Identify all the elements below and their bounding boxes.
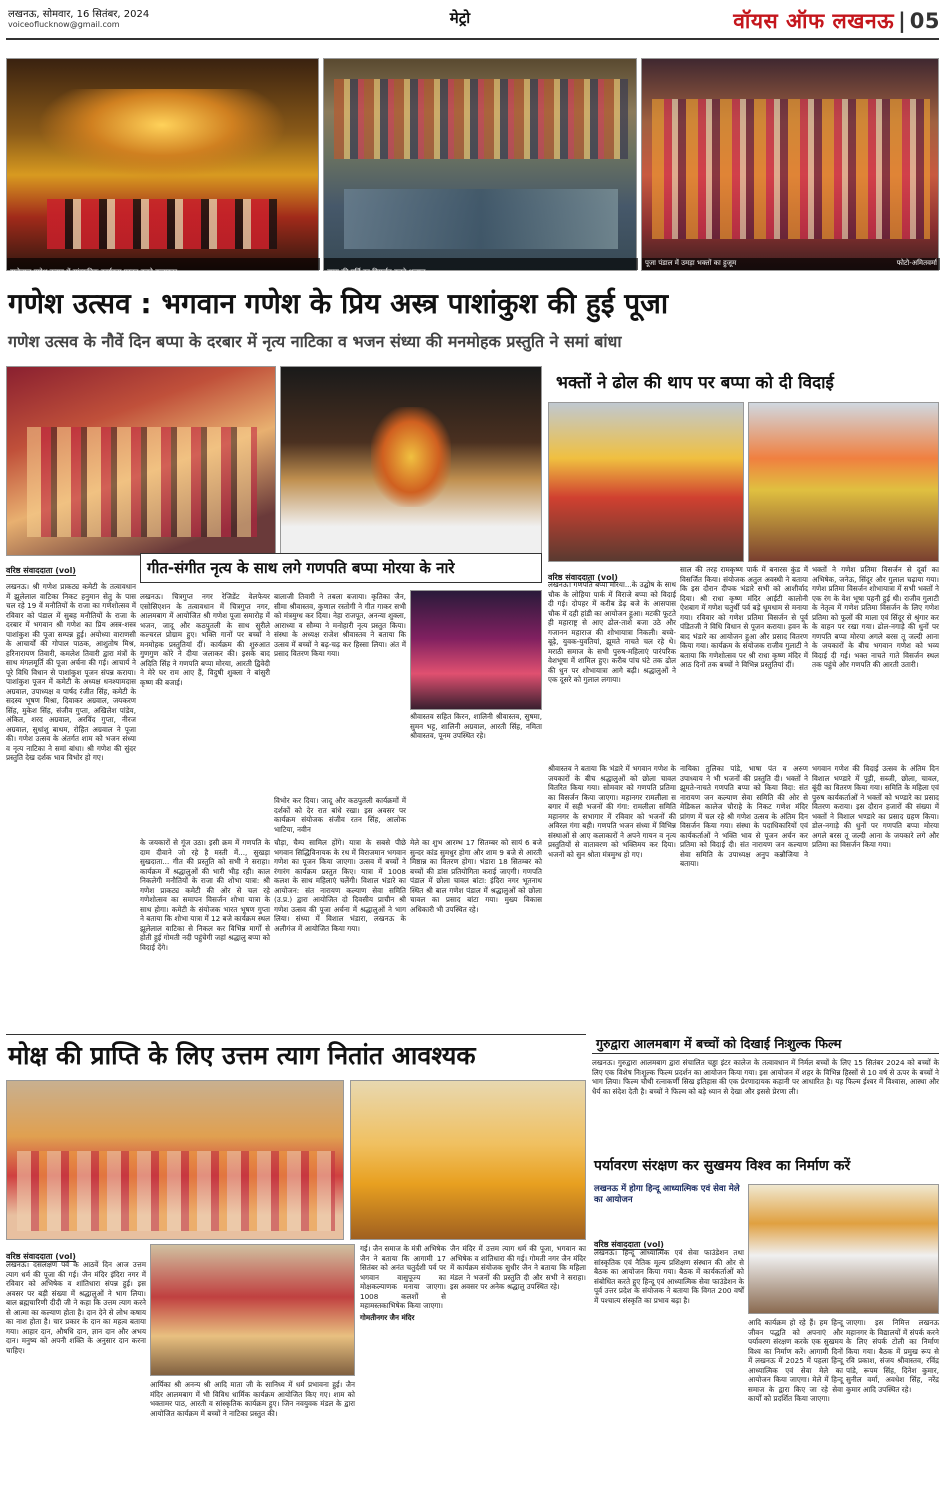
caption-bar (324, 258, 638, 276)
photo-visarjan-1 (548, 402, 744, 562)
caption-bar (7, 258, 320, 276)
photo-abhishek (350, 1080, 586, 1240)
paragraph: लखनऊ। चित्रगुप्त नगर रेजिडेंट वेलफेयर एसोसिएशन के तत्वावधान में चित्रगुप्त नगर, आलमबाग में आयोजित श्री गणेश पूजा समारोह में भजन, जादू और कठपुतली के साथ सुरीले कल्चरल प्रोग्राम हुए। भक्ति गानों पर बच्चों ने मनमोहक प्रस्तुतियां दीं। कार्यक्रम की शुरुआत गुणगुण कोरे ने दीया जलाकर की। इसके बाद अदिति सिंह ने गणपति बप्पा मोरया, आरती द्विवेदी ने मेरे घर राम आए हैं, विदुषी शुक्ला ने बांसुरी कृष्ण की बजाई। (140, 592, 270, 687)
byline: वरिष्ठ संवाददाता (vol) (594, 1240, 664, 1249)
brand-divider: | (898, 9, 906, 33)
byline-wrap (6, 558, 126, 575)
visarjan-headline: भक्तों ने ढोल की थाप पर बप्पा को दी विदाई (556, 373, 834, 393)
paragraph: लखनऊ। दसलक्षण पर्व के आठवें दिन आज उत्तम त्याग धर्म की पूजा की गई। जैन मंदिर इंदिरा नगर में रविवार को अभिषेक व शांतिधारा संपन्न हुई। इस अवसर पर बड़ी संख्या में श्रद्धालुओं ने भाग लिया। बाल ब्रह्मचारिणी दीदी जी ने कहा कि उत्तम त्याग करने से आत्मा का कल्याण होता है। दान देने से लोभ कषाय का नाश होता है। चार प्रकार के दान का महत्व बताया गया। आहार दान, औषधि दान, ज्ञान दान और अभय दान। मनुष्य को अपनी शक्ति के अनुसार दान करना चाहिए। (6, 1260, 146, 1355)
main-col-5 (410, 712, 542, 834)
photo-cultural-program (6, 58, 319, 276)
photo-devotees-crowd (641, 58, 939, 271)
photo-immersion (323, 58, 637, 276)
box-col-2 (274, 592, 406, 792)
box-col-3 (274, 796, 406, 834)
caption-bar (642, 258, 940, 270)
visarjan-col-3 (812, 565, 939, 760)
main-col-3 (274, 838, 406, 1030)
paragraph: बालाजी तिवारी ने तबला बजाया। कृतिका जैन, सीमा श्रीवास्तव, कुणाल रस्तोगी ने गीत गाकर सभी को मंत्रमुग्ध कर दिया। नेहा राजपूत, अनन्या शुक्ला, आराध्या व सौम्या ने मनोहारी नृत्य प्रस्तुत किया। संस्था के अध्यक्ष राजेश श्रीवास्तव ने बताया कि उत्सव में बच्चों ने बढ़-चढ़ कर हिस्सा लिया। अंत में प्रसाद वितरण किया गया। (274, 592, 406, 658)
main-col-1 (6, 582, 136, 1030)
paragraph: गई। जैन समाज के मंत्री अभिषेक जैन ने बताया कि आगामी 17 सितंबर को अनंत चतुर्दशी पर्व पर भगवान वासुपूज्य का मोक्षकल्याणक मनाया जाएगा। 1008 कलशों से महामस्तकाभिषेक किया जाएगा। (360, 1244, 446, 1310)
paragraph: के जयकारों से गूंज उठा। इसी क्रम में गणपति के दाम दीवाने जो रहे है मस्ती में..., सुखड़ा सुखदाता... गीत की प्रस्तुति को सभी ने सराहा। कार्यक्रम में श्रद्धालुओं की भारी भीड़ रही। काल निकलेगी मनौतियों के राजा की शोभा यात्रा: श्री गणेश प्राकट्य कमेटी की ओर से चल रहे गणेशोत्सव का समापन विसर्जन शोभा यात्रा के साथ होगा। कमेटी के संयोजक भारत भूषण गुप्ता ने बताया कि शोभा यात्रा में 12 बजे कार्यक्रम स्थल झूलेलाल वाटिका से निकल कर विभिन्न मार्गों से होती हुई गोमती नदी पहुंचेगी जहां श्रद्धालु बप्पा को विदाई देंगे। (140, 838, 270, 952)
environment-col-2 (748, 1318, 843, 1494)
byline-wrap (594, 1232, 744, 1249)
photo-jain-puja (6, 1080, 344, 1240)
paragraph: चौड़ा, चैम्प सामिल होंगे। यात्रा के सबसे पीछे भगवान सिद्धिविनायक के रथ में विराजमान भगवान गणेश का पूजन किया जाएगा। उत्सव में बच्चों ने रंगारंग कार्यक्रम प्रस्तुत किए। यात्रा में 1008 कलश के साथ महिलाएं चलेंगी। विशाल भंडारे का आयोजन: संत नारायण कल्याण सेवा समिति (उ.प्र.) द्वारा आयोजित दो दिवसीय प्राचीन श्री गणेश उत्सव की पूजा अर्चना में श्रद्धालुओं ने भाग लिया। संध्या में विशाल भंडारा, लखनऊ के अलीगंज में आयोजित किया गया। (274, 838, 406, 933)
photo-jain-mandir (150, 1244, 355, 1376)
byline: वरिष्ठ संवाददाता (vol) (548, 573, 618, 582)
byline-wrap (548, 565, 678, 582)
visarjan-col-1 (548, 580, 676, 760)
dateline: लखनऊ, सोमवार, 16 सितंबर, 2024 (8, 9, 150, 20)
main-col-4 (410, 838, 542, 1030)
paragraph: लखनऊ। गुरुद्वारा आलमबाग द्वारा संचालित चड्ढा इंटर कालेज के तत्वावधान में निर्मल बच्चों के लिए 15 सितंबर 2024 को बच्चों के लिए एक विशेष निःशुल्क फिल्म प्रदर्शन का आयोजन किया गया। इस आयोजन में शहर के विभिन्न हिस्सों से 10 वर्ष से ऊपर के बच्चों ने भाग लिया। फिल्म चौथी रत्नाकर्णी सिख इतिहास की एक प्रेरणादायक कहानी पर आधारित है। यह फिल्म ईश्वर में विश्वास, आस्था और धैर्य का संदेश देती है। बच्चों ने फिल्म को बड़े ध्यान से देखा और इससे प्रेरणा ली। (592, 1058, 939, 1096)
paragraph: आदि कार्यक्रम हो रहे हैं। हम हिन्दू जीवन पद्धति को अपनाएं और पर्यावरण संरक्षण करके एक सुखमय विश्व का निर्माण करें। आगामी दिनों में लखनऊ में 2025 में पहला हिन्दू आध्यात्मिक एवं सेवा मेले का आयोजन किया जाएगा। मेले में हिन्दू समाज के द्वारा किए जा रहे सेवा कार्यों को प्रदर्शित किया जाएगा। (748, 1318, 843, 1403)
devotees (17, 1151, 335, 1231)
photo-pooja (6, 366, 276, 556)
environment-headline: पर्यावरण संरक्षण कर सुखमय विश्व का निर्माण करें (594, 1158, 851, 1174)
paragraph: लखनऊ। हिन्दू आध्यात्मिक एवं सेवा फाउंडेशन तथा सांस्कृतिक एवं नैतिक मूल्य प्रशिक्षण संस्थान की ओर से बैठक का आयोजन किया गया। बैठक में कार्यकर्ताओं को संबोधित करते हुए हिन्दू एवं आध्यात्मिक सेवा फाउंडेशन के पूर्व उत्तर प्रदेश के संयोजक ने बताया कि विगत 200 वर्षों में पश्चात्य संस्कृति का प्रभाव बढ़ा है। (594, 1248, 744, 1305)
section-label: मेट्रो (449, 9, 471, 27)
main-col-2 (140, 838, 270, 1030)
paragraph: श्रीवास्तव सहित किरन, शालिनी श्रीवास्तव, सुषमा, सुमन भट्ट, शालिनी अग्रवाल, आरती सिंह, नमिता श्रीवास्तव, पूनम उपस्थित रहे। (410, 712, 542, 740)
dancers (47, 199, 277, 249)
paragraph: मेले का शुभ आरम्भ 17 सितम्बर को सायं 6 बजे सुन्दर कांड सुमधुर होगा और शाम 9 बजे से आरती मिष्ठान्न का वितरण होगा। भंडारा 18 सितम्बर को बच्चों की डांस प्रतियोगिता कराई जाएगी। गणपति पंडाल में छोला चावल बांटा: इंदिरा नगर भूतनाथ स्थित श्री बाल गणेश पंडाल में श्रद्धालुओं को छोला चावल का प्रसाद बांटा गया। मुख्य विकास अधिकारी भी उपस्थित रहे। (410, 838, 542, 914)
gurdwara-body (592, 1058, 939, 1148)
main-headline: गणेश उत्सव : भगवान गणेश के प्रिय अस्त्र पाशांकुश की हुई पूजा (8, 287, 669, 320)
photo-dance (410, 590, 542, 710)
visarjan-headline-wrap (548, 366, 939, 400)
paragraph: जैन मंदिर में उत्तम त्याग धर्म की पूजा, भगवान का अभिषेक व शांतिधारा की गई। गोमती नगर जैन मंदिर में कार्यक्रम संयोजक सुधीर जैन ने बताया कि महिला मंडल ने भजनों की प्रस्तुति दी और सभी ने सराहा। इस अवसर पर अनेक श्रद्धालु उपस्थित रहे। (450, 1244, 586, 1291)
paragraph: जाएगा। इस निमित्त लखनऊ महानगर के विद्यालयों में संपर्क करने के लिए संपर्क टोली का निर्माण किया गया। बैठक में प्रमुख रूप से रवि प्रकाश, संजय श्रीवास्तव, रविंद्र पांडे, रूपम सिंह, दिनेश कुमार, सुनील वर्मा, अवधेश सिंह, नरेंद्र कुमार आदि उपस्थित रहे। (846, 1318, 939, 1394)
paragraph: लखनऊ। श्री गणेश प्राकट्य कमेटी के तत्वावधान में झूलेलाल वाटिका निकट हनुमान सेतु के पास चल रहे 19 वें मनौतियों के राजा का गणेशोत्सव में रविवार को पंडाल में सुबह मनौतियों के राजा के दरबार में भगवान श्री गणेश का प्रिय अस्त्र-शस्त्र पाशांकुश की पूजा सम्पन्न हुई। अयोध्या वाराणसी के आचार्यों की गोपाल पाठक, आशुतोष मिश्र, हरिनारायण तिवारी, कमलेश तिवारी द्वारा मंत्रों के साथ मंगलमूर्ति की पूजा अर्चना की गई। आचार्य ने पूरे विधि विधान से पाशांकुश पूजन संपन्न कराया। पाशांकुश पूजन में कमेटी के अध्यक्ष धनश्यामदास अग्रवाल, उपाध्यक्ष व पार्षद रंजीत सिंह, कमेटी के सदस्य भूषण मिश्रा, दिवाकर अग्रवाल, जयकरण सिंह, मुकेश सिंह, संजीव गुप्ता, अखिलेश पांडेय, अंकित, शरद अग्रवाल, अरविंद गुप्ता, नीरज अग्रवाल, सुधांशु बाथम, रोहित अग्रवाल ने पूजा की। गणेश उत्सव के अंतर्गत शाम को भजन संध्या व नृत्य नाटिका ने समां बांधा। श्री गणेश की सुंदर प्रस्तुति देख दर्शक भाव विभोर हो गए। (6, 582, 136, 762)
paragraph: विभोर कर दिया। जादू और कठपुतली कार्यक्रमों में दर्शकों को देर रात बांधे रखा। इस अवसर पर कार्यक्रम संयोजक संजीव रतन सिंह, आलोक भाटिया, नवीन (274, 796, 406, 834)
box-headline: गीत-संगीत नृत्य के साथ लगे गणपति बप्पा मोरया के नारे (147, 559, 455, 577)
visarjan-bottom-col-1 (548, 764, 676, 1030)
photo-visarjan-2 (748, 402, 939, 562)
visarjan-bottom-col-3 (812, 764, 939, 1030)
photo-meeting (748, 1184, 939, 1314)
subhead: गोमतीनगर जैन मंदिर (360, 1312, 415, 1322)
box-headline-wrap (140, 553, 542, 583)
moksha-col-4 (450, 1244, 586, 1494)
photo-caption: झूलेलाल गणेश उत्सव में सांस्कृतिक कार्यक्रम प्रस्तुत करते कलाकार (10, 268, 178, 276)
box-col-1 (140, 592, 270, 792)
gurdwara-headline: गुरुद्वारा आलमबाग में बच्चों को दिखाई निःशुल्क फिल्म (596, 1036, 842, 1051)
paragraph: श्रीवास्तव ने बताया कि भंडारे में भगवान गणेश के जयकारों के बीच श्रद्धालुओं को छोला चावल वितरित किया गया। सोमवार को गणपति प्रतिमा का विसर्जन किया जाएगा। महानगर रामलीला स बगार में सही भजनों की गंगा: रामलीला समिति महानगर के सभागार में रविवार को भजनों की अविरल गंगा बही। गणपति भजन संध्या में विभिन्न संस्थाओं से आए कलाकारों ने अपने गायन व नृत्य प्रस्तुतियों से वातावरण को भक्तिमय कर दिया। भजनों को सुन श्रोता मंत्रमुग्ध हो गए। (548, 764, 676, 859)
photo-caption: पूजा पंडाल में उमड़ा भक्तों का हुजूम (645, 259, 737, 267)
byline-wrap (6, 1244, 136, 1261)
byline: वरिष्ठ संवाददाता (vol) (6, 1252, 76, 1261)
photo-aarti (280, 366, 542, 556)
paragraph: आर्यिका श्री अनन्य श्री आदि माता जी के सानिध्य में धर्म प्रभावना हुई। जैन मंदिर आलमबाग में भी विविध धार्मिक कार्यक्रम आयोजित किए गए। शाम को भक्तामर पाठ, आरती व सांस्कृतिक कार्यक्रम हुए। जिन नवयुवक मंडल के द्वारा आयोजित कार्यक्रम में बच्चों ने नाटिका प्रस्तुत की। (150, 1380, 355, 1418)
environment-col-1 (594, 1248, 744, 1494)
paragraph: भक्तों ने गणेश प्रतिमा विसर्जन से दूर्वा का अभिषेक, जनेऊ, सिंदूर और गुलाल चढ़ाया गया। गणेश प्रतिमा विसर्जन शोभायात्रा में सभी भक्तों ने एक रंग के वेश भूषा पहनी हुई थी। राजीव गुलाटी के नेतृत्व में गणेश प्रतिमा विसर्जन के लिए गणेश प्रतिमा को फूलों की माला एवं सिंदूर से श्रृंगार कर के वाहन पर रखा गया। ढोल-नगाड़े की धुनों पर गणपति बप्पा मोरया अगले बरस तू जल्दी आना के जयकारों के बीच भगवान गणेश को भव्य विदाई दी गई। भक्त नाचते गाते विसर्जन स्थल तक पहुंचे और गणपति की आरती उतारी। (812, 565, 939, 669)
masthead-rule (6, 38, 939, 40)
moksha-headline: मोक्ष की प्राप्ति के लिए उत्तम त्याग नितांत आवश्यक (8, 1041, 476, 1070)
brand-name: वॉयस ऑफ लखनऊ (733, 9, 895, 33)
paragraph: लखनऊ। गणपति बप्पा मोरया...के उद्घोष के साथ चौक के लोहिया पार्क में विराजे बप्पा को विदाई दी गई। दोपहर में करीब डेढ़ बजे के आसपास चौक में दही हांडी का आयोजन हुआ। मटकी फूटते ही महाराष्ट्र से आए ढोल-ताशे बजा उठे और गजानन महाराज की शोभायात्रा निकली। बच्चे-बूढ़े, युवक-युवतियां, झूमते नाचते चल रहे थे। मराठी समाज के सभी पुरुष-महिलाएं पारंपरिक वेशभूषा में शामिल हुए। करीब पांच घंटे तक ढोल की धुन पर शोभायात्रा आगे बढ़ी। श्रद्धालुओं ने एक दूसरे को गुलाल लगाया। (548, 580, 676, 684)
moksha-col-1 (6, 1260, 146, 1494)
email: voiceoflucknow@gmail.com (8, 20, 120, 29)
river-water (344, 189, 618, 249)
gurdwara-headline-wrap (592, 1034, 939, 1054)
moksha-col-2 (150, 1380, 355, 1494)
visarjan-col-2 (680, 565, 808, 760)
crowd (334, 79, 628, 159)
stage-lights (37, 89, 287, 179)
devotees (27, 427, 257, 537)
photo-credit: फोटो-अमितवर्मा (896, 259, 937, 267)
brand (660, 4, 940, 38)
crowd (652, 99, 930, 239)
main-subheadline: गणेश उत्सव के नौवें दिन बप्पा के दरबार में नृत्य नाटिका व भजन संध्या की मनमोहक प्रस्तुति ने समां बांधा (8, 332, 622, 351)
paragraph: नायिका तुलिका पांडे, भाषा पंत व अरुण उपाध्याय ने भी भजनों की प्रस्तुति दी। भक्तों ने झूमते-नाचते गणपति बप्पा को किया विदा: संत नारायण जन कल्याण सेवा समिति की ओर से मेडिकल कालेज चौराहे के निकट गणेश मंदिर प्रांगण में चल रहे श्री गणेश उत्सव के अंतिम दिन विसर्जन किया गया। संस्था के पदाधिकारियों एवं कार्यकर्ताओं ने भक्ति भाव से पूजन अर्चन कर प्रतिमा को विदाई दी। संत नारायण जन कल्याण सेवा समिति के उपाध्यक्ष अनुप कन्नौजिया ने बताया। (680, 764, 808, 868)
byline: वरिष्ठ संवाददाता (vol) (6, 566, 76, 575)
environment-col-3 (846, 1318, 939, 1494)
visarjan-bottom-col-2 (680, 764, 808, 1030)
idol (371, 407, 451, 507)
page-number: 05 (909, 9, 940, 33)
paragraph: साल की तरह रामकृष्ण पार्क में बनारस कुंड में विसर्जित किया। संयोजक अतुल अवस्थी ने बताया कि इस दौरान दीपक भंडारे सभी को आशीर्वाद दिया। श्री राधा कृष्ण मंदिर आईटी कालोनी ऐशबाग में गणेश चतुर्थी पर्व बड़े धूमधाम से मनाया गया। रविवार को गणेश प्रतिमा विसर्जन से पूर्व पंडितजी ने विधि विधान से पूजन कराया। हवन के बाद भंडारे का आयोजन हुआ और प्रसाद वितरण किया गया। कार्यक्रम के संयोजक राजीव गुलाटी ने बताया कि गणेशोत्सव पर श्री राधा कृष्ण मंदिर में आठ दिनों तक बच्चों ने विभिन्न प्रस्तुतियां दीं। (680, 565, 808, 669)
section-rule (6, 1034, 586, 1035)
environment-kicker: लखनऊ में होगा हिन्दू आध्यात्मिक एवं सेवा मेले का आयोजन (594, 1184, 740, 1206)
photo-caption: बप्पा की मूर्ति का विसर्जन करते श्रद्धालु (327, 268, 426, 276)
paragraph: भगवान गणेश की विदाई उत्सव के अंतिम दिन विशाल भण्डारे में पूड़ी, सब्जी, छोला, चावल, बूंदी का वितरण किया गया। समिति के महिला एवं पुरुष कार्यकर्ताओं ने भक्तों को भण्डारे का प्रसाद वितरण कराया। इस दौरान हजारों की संख्या में भक्तों ने विशाल भण्डारे का प्रसाद ग्रहण किया। डोल-नगाड़े की धुनों पर गणपति बप्पा मोरया अगले बरस तू जल्दी आना के जयकारे लगे और प्रतिमा का विसर्जन किया गया। (812, 764, 939, 849)
moksha-col-3 (360, 1244, 446, 1494)
